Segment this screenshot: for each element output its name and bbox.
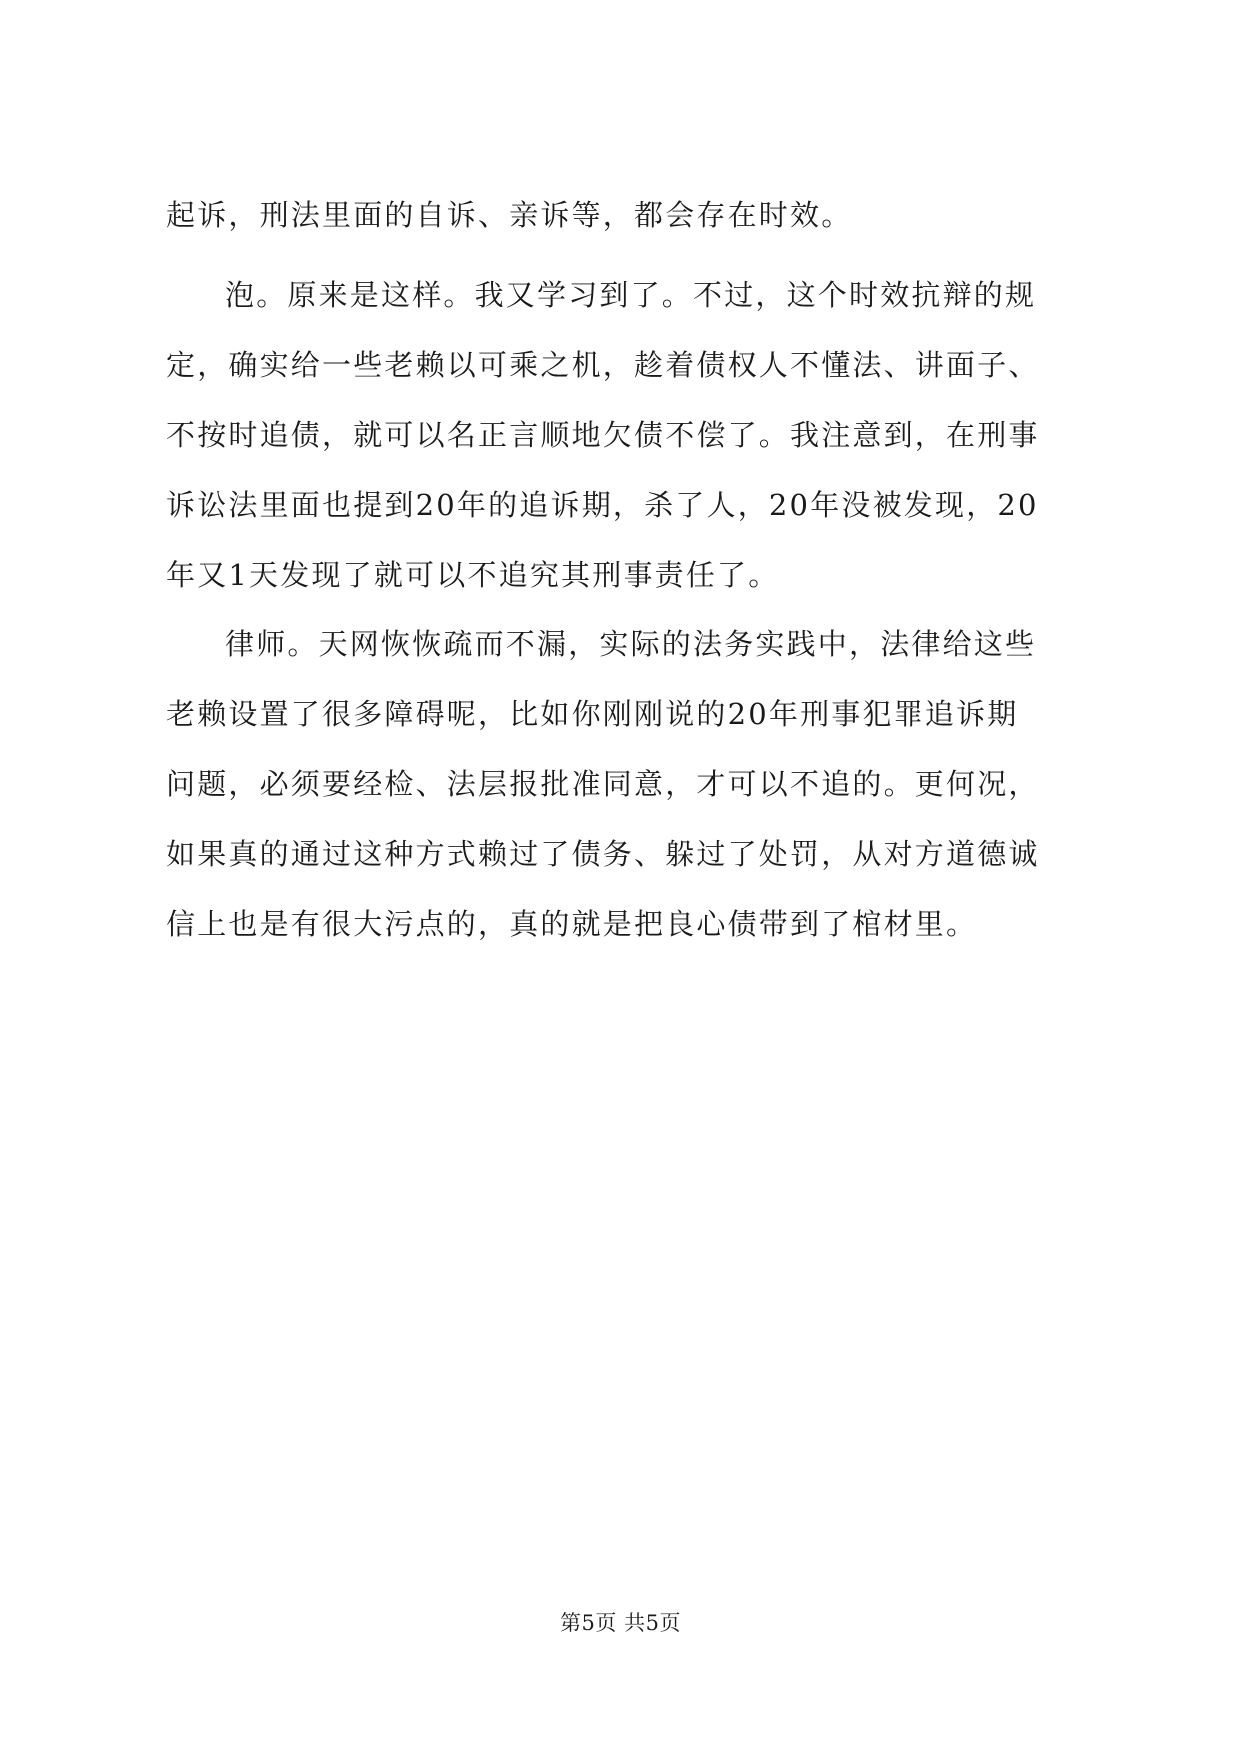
paragraph-1-line-1: 起诉，刑法里面的自诉、亲诉等，都会存在时效。 <box>166 198 853 232</box>
page-number-footer: 第5页 共5页 <box>560 1611 681 1635</box>
paragraph-3-line-5: 信上也是有很大污点的，真的就是把良心债带到了棺材里。 <box>166 907 978 941</box>
paragraph-2-line-3: 不按时追债，就可以名正言顺地欠债不偿了。我注意到，在刑事 <box>166 418 1040 452</box>
paragraph-3-line-3: 问题，必须要经检、法层报批准同意，才可以不追的。更何况， <box>166 767 1040 801</box>
paragraph-2-line-5: 年又1天发现了就可以不追究其刑事责任了。 <box>166 558 780 592</box>
paragraph-3-line-2: 老赖设置了很多障碍呢，比如你刚刚说的20年刑事犯罪追诉期 <box>166 697 1019 731</box>
paragraph-2-line-2: 定，确实给一些老赖以可乘之机，趁着债权人不懂法、讲面子、 <box>166 348 1040 382</box>
paragraph-3-line-4: 如果真的通过这种方式赖过了债务、躲过了处罚，从对方道德诚 <box>166 837 1040 871</box>
paragraph-2-line-1: 泡。原来是这样。我又学习到了。不过，这个时效抗辩的规 <box>225 278 1037 312</box>
paragraph-2-line-4: 诉讼法里面也提到20年的追诉期，杀了人，20年没被发现，20 <box>166 488 1039 522</box>
paragraph-3-line-1: 律师。天网恢恢疏而不漏，实际的法务实践中，法律给这些 <box>225 627 1037 661</box>
